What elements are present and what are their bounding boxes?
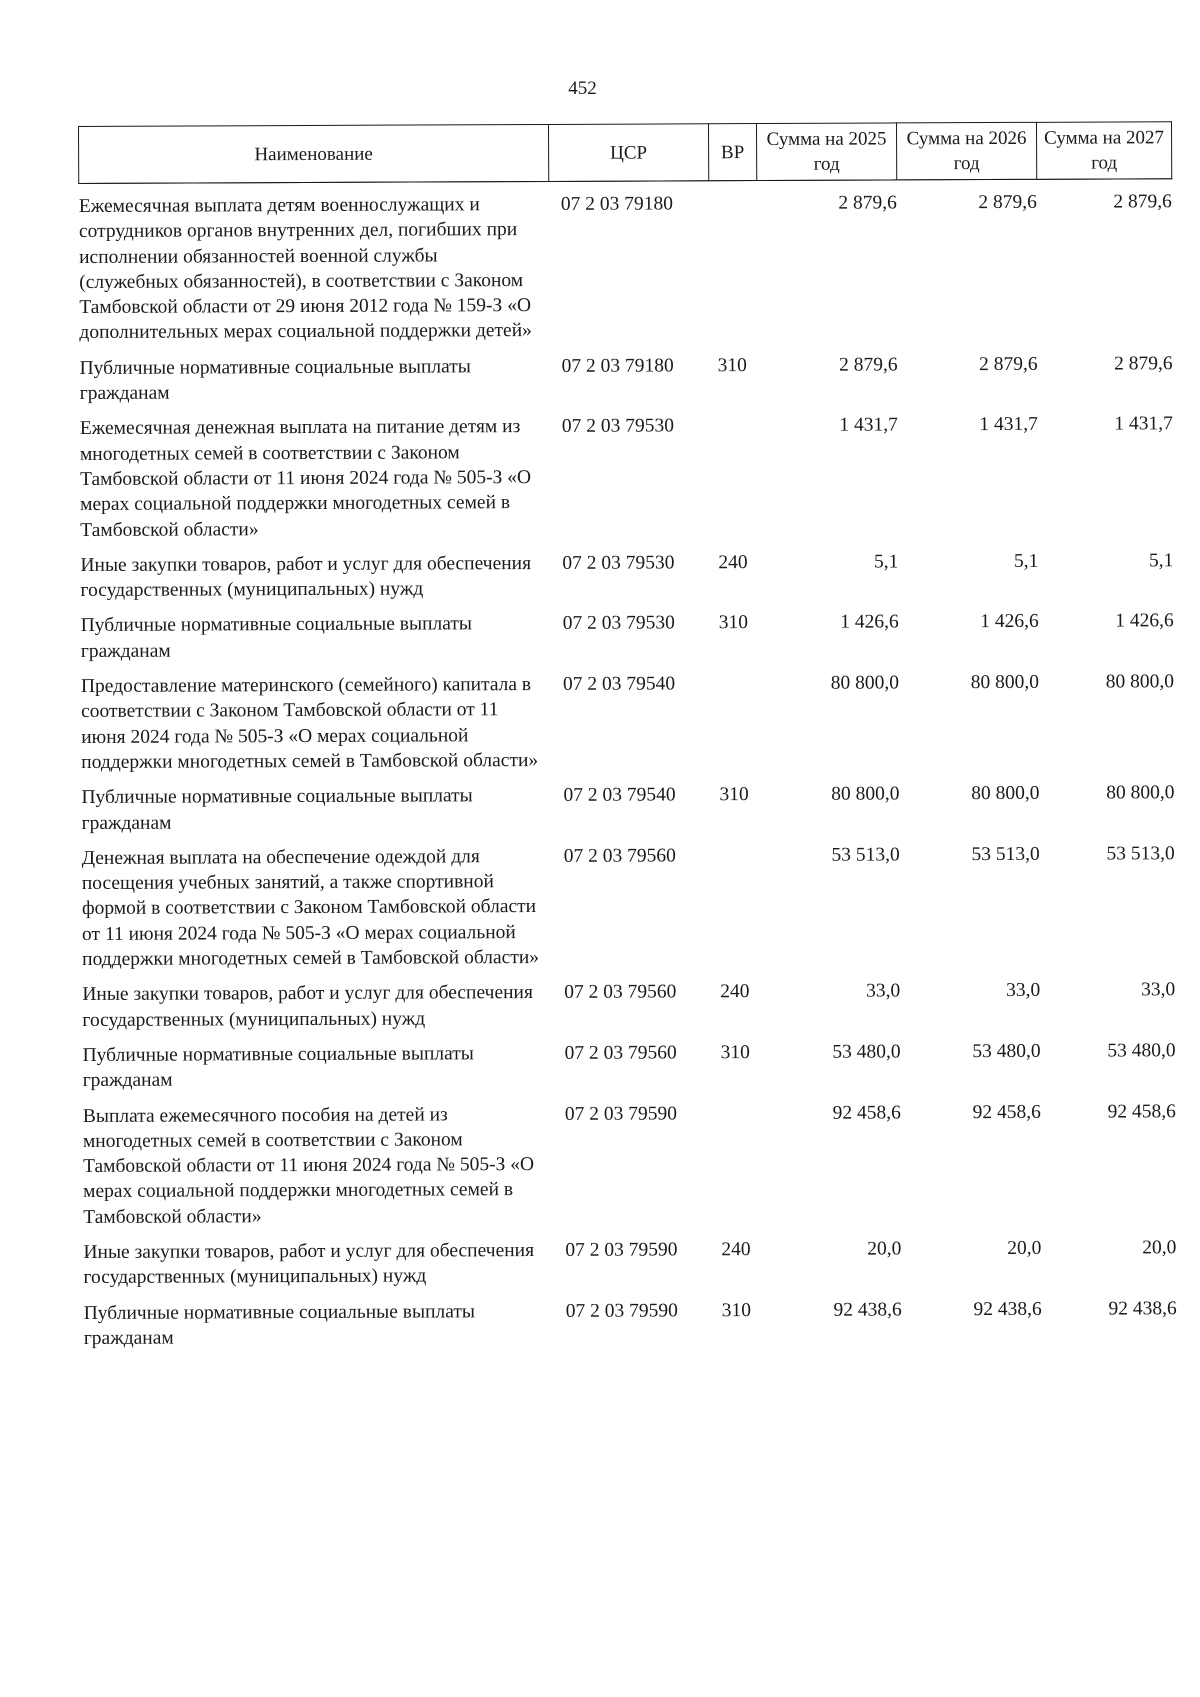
header-name: Наименование — [79, 124, 549, 183]
table-row — [82, 978, 1175, 1043]
cell-name: Иные закупки товаров, работ и услуг для обеспечения государственных (муниципальных) нужд — [80, 552, 532, 602]
cell-csr: 07 2 03 79180 — [560, 193, 674, 215]
cell-sum-2027: 5,1 — [1148, 550, 1174, 572]
cell-sum-2025: 2 879,6 — [839, 354, 898, 376]
cell-sum-2027: 53 480,0 — [1107, 1040, 1176, 1062]
cell-sum-2027: 80 800,0 — [1106, 782, 1175, 804]
cell-csr: 07 2 03 79590 — [565, 1299, 678, 1322]
page-number: 452 — [568, 78, 597, 99]
cell-sum-2025: 80 800,0 — [830, 672, 899, 694]
cell-vr: 310 — [717, 354, 747, 376]
cell-vr — [712, 843, 761, 980]
cell-sum-2026: 92 458,6 — [972, 1101, 1041, 1123]
cell-sum-2027: 2 879,6 — [1113, 191, 1172, 213]
cell-vr: 240 — [720, 981, 750, 1003]
cell-name: Публичные нормативные социальные выплаты гражданам — [80, 613, 473, 662]
cell-vr: 310 — [718, 612, 748, 634]
cell-csr: 07 2 03 79590 — [565, 1239, 678, 1261]
cell-sum-2027: 92 458,6 — [1107, 1100, 1176, 1123]
cell-csr: 07 2 03 79540 — [562, 673, 676, 695]
cell-sum-2026: 1 426,6 — [980, 611, 1039, 633]
cell-sum-2025: 33,0 — [866, 980, 901, 1002]
cell-sum-2026: 80 800,0 — [970, 671, 1039, 694]
cell-name: Ежемесячная денежная выплата на питание детям из многодетных семей в соответствии с Законом Тамбовской области от 11 июня 2024 года № 505-З «О мерах социальной поддержки многодетных семей в Тамбовской области» — [79, 416, 532, 541]
header-sum-2025: Сумма на 2025 год — [756, 123, 896, 181]
cell-sum-2027: 92 438,6 — [1108, 1297, 1177, 1320]
cell-sum-2027: 20,0 — [1142, 1237, 1177, 1259]
table-row — [84, 1296, 1177, 1361]
cell-sum-2026: 1 431,7 — [979, 414, 1038, 436]
cell-sum-2026: 5,1 — [1013, 550, 1039, 572]
cell-name: Публичные нормативные социальные выплаты гражданам — [79, 356, 471, 405]
cell-sum-2026: 33,0 — [1006, 980, 1041, 1002]
cell-sum-2027: 2 879,6 — [1114, 353, 1173, 375]
cell-name: Публичные нормативные социальные выплаты гражданам — [81, 785, 473, 834]
cell-csr: 07 2 03 79540 — [563, 784, 676, 807]
cell-sum-2025: 53 480,0 — [832, 1041, 901, 1063]
table-row — [83, 1038, 1176, 1103]
cell-name: Денежная выплата на обеспечение одеждой для посещения учебных занятий, а также спортивной формой в соответствии с Законом Тамбовской области от 11 июня 2024 года № 505-З «О мерах социальной поддержки многодетных семей в Тамбовской области» — [81, 846, 540, 971]
cell-csr: 07 2 03 79560 — [564, 981, 677, 1004]
cell-sum-2025: 80 800,0 — [831, 783, 900, 805]
cell-sum-2025: 92 438,6 — [833, 1298, 902, 1321]
table-row — [79, 179, 1173, 356]
cell-sum-2027: 53 513,0 — [1106, 843, 1175, 865]
cell-sum-2026: 53 480,0 — [972, 1040, 1041, 1063]
cell-csr: 07 2 03 79560 — [563, 845, 676, 867]
table-row — [80, 548, 1173, 613]
table-row — [83, 1099, 1177, 1240]
cell-sum-2026: 2 879,6 — [978, 191, 1037, 214]
cell-csr: 07 2 03 79530 — [562, 552, 675, 574]
header-vr: ВР — [708, 124, 756, 181]
cell-sum-2025: 1 431,7 — [839, 414, 898, 437]
cell-sum-2025: 1 426,6 — [840, 611, 899, 634]
cell-sum-2025: 5,1 — [873, 551, 899, 573]
table-row — [81, 780, 1174, 845]
cell-sum-2027: 33,0 — [1141, 979, 1176, 1001]
table-row — [83, 1235, 1176, 1300]
cell-name: Иные закупки товаров, работ и услуг для обеспечения государственных (муниципальных) нужд — [82, 982, 533, 1031]
cell-vr — [709, 181, 758, 353]
cell-sum-2025: 20,0 — [867, 1238, 902, 1260]
table-row — [80, 351, 1173, 416]
table-row — [81, 669, 1174, 785]
cell-vr — [713, 1101, 762, 1238]
header-row — [79, 122, 1172, 184]
cell-name: Предоставление материнского (семейного) капитала в соответствии с Законом Тамбовской области от 11 июня 2024 года № 505-З «О мерах социальной поддержки многодетных семей в Тамбовской области» — [80, 674, 539, 773]
table-row — [81, 609, 1174, 674]
cell-sum-2026: 20,0 — [1007, 1237, 1042, 1259]
cell-csr: 07 2 03 79560 — [564, 1042, 677, 1064]
cell-sum-2025: 53 513,0 — [831, 844, 900, 866]
cell-name: Публичные нормативные социальные выплаты гражданам — [82, 1043, 474, 1092]
cell-sum-2025: 2 879,6 — [838, 192, 897, 214]
table-row — [82, 841, 1176, 982]
cell-vr: 240 — [718, 551, 748, 574]
header-csr: ЦСР — [548, 124, 708, 182]
budget-table — [78, 121, 1177, 1361]
cell-csr: 07 2 03 79180 — [561, 355, 674, 377]
cell-name: Выплата ежемесячного пособия на детей из многодетных семей в соответствии с Законом Тамбовской области от 11 июня 2024 года № 505-З «О мерах социальной поддержки многодетных семей в Тамбовской области» — [82, 1103, 535, 1228]
cell-name: Ежемесячная выплата детям военнослужащих и сотрудников органов внутренних дел, погибших при исполнении обязанностей военной службы (служебных обязанностей), в соответствии с Законом Тамбовской области от 29 июня 2012 года № 159-З «О дополнительных мерах социальной поддержки детей» — [78, 194, 532, 344]
table-header — [79, 122, 1172, 184]
cell-vr: 310 — [720, 1041, 750, 1064]
cell-vr — [710, 413, 759, 550]
cell-sum-2025: 92 458,6 — [832, 1101, 901, 1124]
header-sum-2027: Сумма на 2027 год — [1036, 122, 1171, 180]
table-body — [79, 179, 1177, 1361]
cell-sum-2027: 1 426,6 — [1115, 610, 1174, 632]
cell-csr: 07 2 03 79530 — [562, 612, 675, 635]
cell-sum-2027: 80 800,0 — [1105, 671, 1174, 693]
table-row — [80, 412, 1174, 553]
cell-csr: 07 2 03 79590 — [564, 1102, 677, 1125]
cell-sum-2026: 80 800,0 — [971, 783, 1040, 805]
cell-name: Иные закупки товаров, работ и услуг для обеспечения государственных (муниципальных) нужд — [83, 1240, 535, 1289]
cell-vr — [711, 671, 759, 782]
cell-sum-2026: 53 513,0 — [971, 843, 1040, 865]
cell-vr: 310 — [719, 784, 749, 806]
cell-csr: 07 2 03 79530 — [561, 415, 674, 438]
cell-sum-2026: 92 438,6 — [973, 1298, 1042, 1320]
cell-sum-2026: 2 879,6 — [979, 353, 1038, 375]
header-sum-2026: Сумма на 2026 год — [896, 122, 1036, 180]
cell-vr: 240 — [721, 1239, 751, 1261]
cell-sum-2027: 1 431,7 — [1114, 413, 1173, 435]
cell-vr: 310 — [721, 1299, 751, 1321]
cell-name: Публичные нормативные социальные выплаты гражданам — [83, 1300, 476, 1349]
